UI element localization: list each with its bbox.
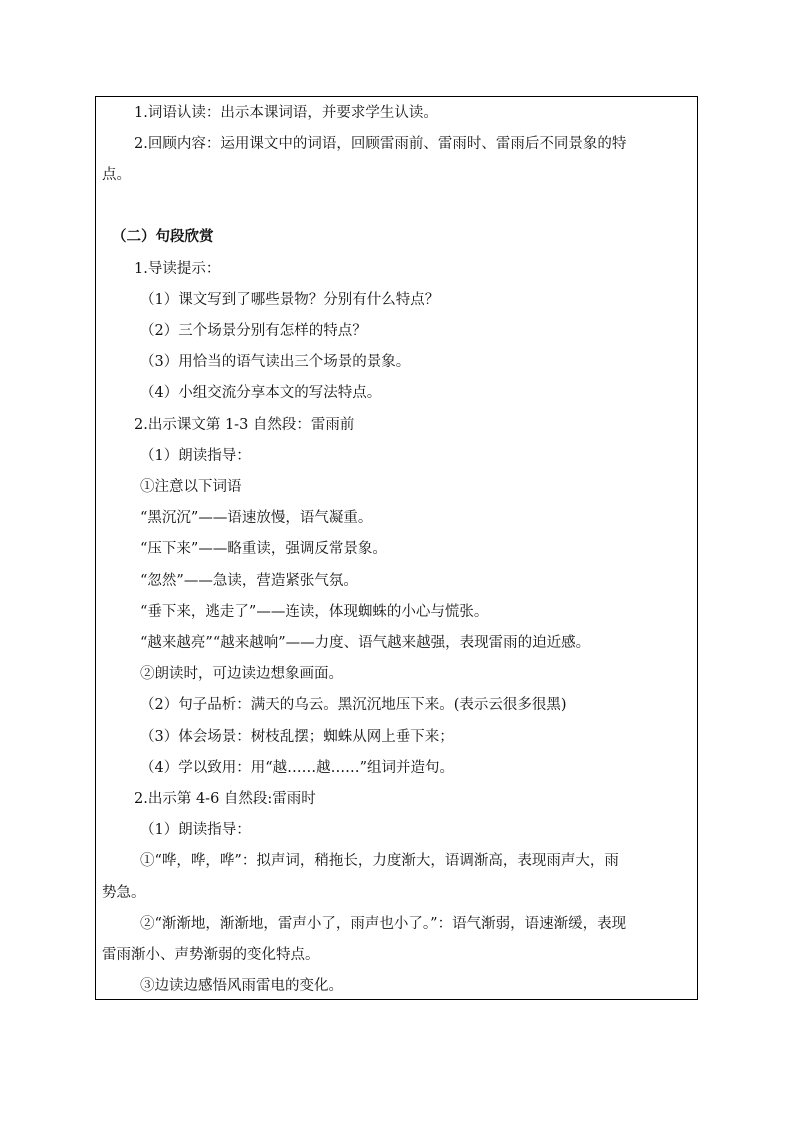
text-line: “越来越亮”“越来越响”——力度、语气越来越强，表现雷雨的迫近感。 — [140, 635, 591, 651]
text-line: 雷雨渐小、声势渐弱的变化特点。 — [102, 947, 320, 963]
text-line: ②朗读时，可边读边想象画面。 — [140, 666, 343, 682]
text-line: （2）三个场景分别有怎样的特点？ — [140, 323, 367, 339]
text-line: 1.导读提示： — [134, 261, 221, 277]
text-line: 1.词语认读：出示本课词语，并要求学生认读。 — [134, 105, 438, 121]
text-line: （1）课文写到了哪些景物？分别有什么特点？ — [140, 292, 440, 308]
text-line: “垂下来，逃走了”——连读，体现蜘蛛的小心与慌张。 — [140, 604, 489, 620]
text-line: （2）句子品析：满天的乌云。黑沉沉地压下来。(表示云很多很黑) — [140, 697, 567, 713]
text-line: 2.出示课文第 1-3 自然段：雷雨前 — [134, 417, 355, 433]
text-line: （1）朗读指导： — [140, 822, 251, 838]
text-line: “忽然”——急读，营造紧张气氛。 — [140, 573, 358, 589]
lesson-plan-table-cell — [95, 96, 698, 1000]
text-line: ③边读边感悟风雨雷电的变化。 — [140, 978, 343, 994]
text-line: 势急。 — [102, 885, 146, 901]
section-heading: （二）句段欣赏 — [112, 228, 214, 245]
text-line: 2.回顾内容：运用课文中的词语，回顾雷雨前、雷雨时、雷雨后不同景象的特 — [134, 136, 627, 152]
text-line: （4）学以致用：用“越……越……”组词并造句。 — [140, 760, 455, 776]
text-line: （1）朗读指导： — [140, 448, 251, 464]
text-line: “黑沉沉”——语速放慢，语气凝重。 — [140, 510, 373, 526]
text-line: （3）用恰当的语气读出三个场景的景象。 — [140, 354, 411, 370]
text-line: ①注意以下词语 — [140, 479, 242, 495]
text-line: 点。 — [102, 167, 131, 183]
text-line: ②“渐渐地，渐渐地，雷声小了，雨声也小了。”：语气渐弱，语速渐缓，表现 — [140, 916, 627, 932]
text-line: ①“哗，哗，哗”：拟声词，稍拖长，力度渐大，语调渐高，表现雨声大，雨 — [140, 853, 619, 869]
text-line: （4）小组交流分享本文的写法特点。 — [140, 385, 382, 401]
text-line: “压下来”——略重读，强调反常景象。 — [140, 541, 387, 557]
text-line: 2.出示第 4-6 自然段:雷雨时 — [134, 791, 316, 807]
text-line: （3）体会场景：树枝乱摆；蜘蛛从网上垂下来； — [140, 729, 454, 745]
